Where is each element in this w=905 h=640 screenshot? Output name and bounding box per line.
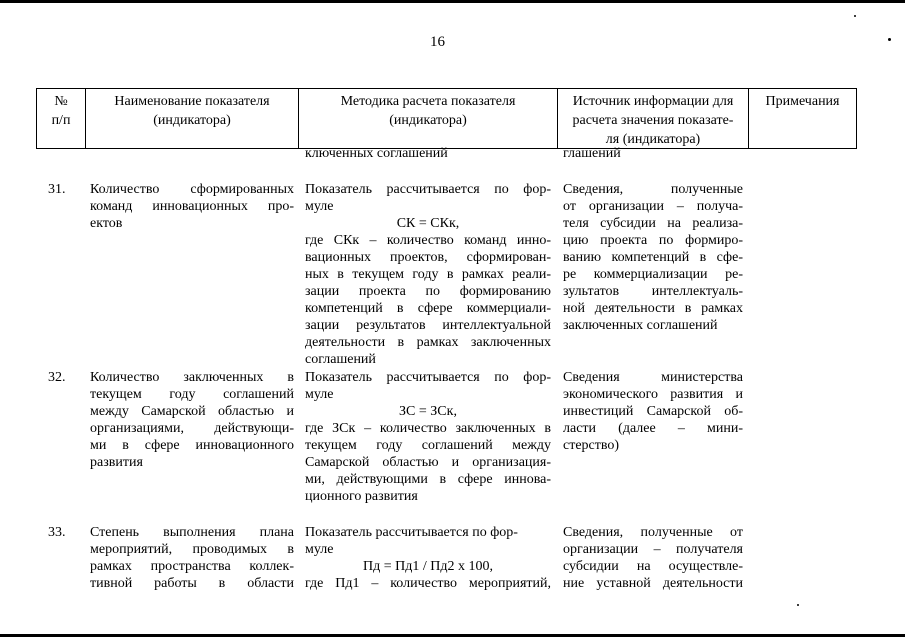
header-indicator-name: Наименование показателя (индикатора) [114, 94, 270, 128]
scan-speck [797, 604, 799, 606]
row-number: 32. [48, 370, 66, 385]
page-number: 16 [430, 34, 445, 50]
top-border [0, 0, 905, 3]
calculation-method: Показатель рассчитывается по фор- муле ЗС = ЗСк, где ЗСк – количество заключенных в текущем году соглашений между Самарской областью и организация- ми, действующими в сфере иннова- ционного развития [305, 370, 551, 504]
information-source: Сведения, полученные от организации – получа- теля субсидии на реализа- цию проекта по формиро- ванию компетенций в сфе- ре коммерциализации ре- зультатов интеллектуаль- ной деятельности в рамках заключенных соглашений [563, 182, 743, 333]
header-col-divider [856, 88, 857, 148]
bottom-border [0, 634, 905, 637]
formula: ЗС = ЗСк, [399, 404, 457, 419]
row-number: 31. [48, 182, 66, 197]
formula: СК = СКк, [396, 216, 460, 231]
calculation-method: Показатель рассчитывается по фор- муле Пд = Пд1 / Пд2 х 100, где Пд1 – количество мероприятий, [305, 525, 551, 591]
header-number: № п/п [51, 94, 71, 128]
header-information-source: Источник информации для расчета значения показате- ля (индикатора) [572, 94, 734, 147]
indicator-name: Степень выполнения плана мероприятий, проводимых в рамках пространства коллек- тивной работы в области [90, 525, 294, 591]
row-number: 33. [48, 525, 66, 540]
formula: Пд = Пд1 / Пд2 х 100, [363, 559, 493, 574]
information-source: Сведения министерства экономического развития и инвестиций Самарской об- ласти (далее – мини- стерство) [563, 370, 743, 453]
calculation-method: Показатель рассчитывается по фор- муле СК = СКк, где СКк – количество команд инно- вационных проектов, сформирован- ных в текущем году в рамках реали- зации проекта по формированию компетенций в сфере коммерциали- зации результатов интеллектуальной деятельности в рамках заключенных соглашений [305, 182, 551, 367]
indicator-name: Количество сформированных команд инновационных про- ектов [90, 182, 294, 231]
continuation-method: ключенных соглашений [305, 146, 448, 161]
header-calculation-method: Методика расчета показателя (индикатора) [340, 94, 516, 128]
continuation-source: глашений [563, 146, 621, 161]
scan-speck [888, 38, 891, 41]
information-source: Сведения, полученные от организации – получателя субсидии на осуществле- ние уставной деятельности [563, 525, 743, 591]
scan-speck [854, 15, 856, 17]
header-notes: Примечания [765, 94, 840, 109]
header-top-rule [36, 88, 857, 89]
indicator-name: Количество заключенных в текущем году соглашений между Самарской областью и организациями, действующи- ми в сфере инновационного развития [90, 370, 294, 470]
